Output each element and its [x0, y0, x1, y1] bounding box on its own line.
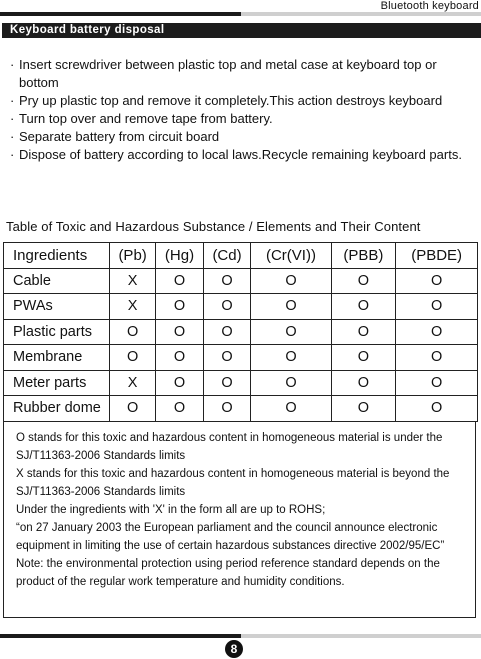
table-cell: O [331, 396, 396, 422]
bottom-rule [0, 634, 241, 638]
table-cell: O [396, 370, 478, 396]
step-item: · Separate battery from circuit board [6, 128, 478, 146]
note-paragraph: X stands for this toxic and hazardous content in homogeneous material is beyond the SJ/T11363-2006 Standards limits [16, 468, 450, 498]
table-cell: O [396, 268, 478, 294]
table-cell: O [110, 319, 156, 345]
table-cell: O [396, 396, 478, 422]
top-rule [0, 12, 241, 16]
step-item: · Pry up plastic top and remove it completely.This action destroys keyboard [6, 92, 478, 110]
table-cell: O [203, 268, 251, 294]
table-cell: PWAs [4, 294, 110, 320]
table-cell: O [110, 345, 156, 371]
section-title: Keyboard battery disposal [10, 24, 165, 36]
table-cell: O [156, 345, 204, 371]
table-cell: O [203, 319, 251, 345]
note-paragraph: Note: the environmental protection using period reference standard depends on the product of the regular work temperature and humidity conditions. [16, 558, 440, 588]
table-row [4, 370, 478, 396]
step-item: · Dispose of battery according to local laws.Recycle remaining keyboard parts. [6, 146, 478, 164]
table-cell: O [251, 268, 331, 294]
table-cell: O [331, 345, 396, 371]
table-cell: O [331, 294, 396, 320]
table-cell: O [331, 268, 396, 294]
table-cell: O [396, 345, 478, 371]
step-item: · Insert screwdriver between plastic top and metal case at keyboard top or bottom [6, 56, 478, 92]
table-header-row [4, 243, 478, 269]
header-cell: Ingredients [4, 243, 110, 269]
table-cell: X [110, 294, 156, 320]
table-cell: O [203, 396, 251, 422]
page-header-title: Bluetooth keyboard [380, 0, 479, 12]
header-cell: (Cr(VI)) [251, 243, 331, 269]
header-cell: (Cd) [203, 243, 251, 269]
note-paragraph: “on 27 January 2003 the European parliament and the council announce electronic equipment in limiting the use of certain hazardous substances directive 2002/95/EC” [16, 522, 445, 552]
note-paragraph: O stands for this toxic and hazardous content in homogeneous material is under the SJ/T11363-2006 Standards limits [16, 432, 443, 462]
substance-table [3, 242, 478, 422]
bottom-rule-light [241, 634, 481, 638]
disposal-steps [6, 56, 478, 164]
table-cell: O [251, 345, 331, 371]
table-cell: X [110, 268, 156, 294]
table-cell: O [156, 268, 204, 294]
table-cell: O [251, 294, 331, 320]
note-paragraph: Under the ingredients with 'X' in the form all are up to ROHS; [16, 504, 326, 516]
table-row [4, 319, 478, 345]
table-cell: O [251, 319, 331, 345]
table-cell: O [110, 396, 156, 422]
table-row [4, 345, 478, 371]
table-cell: Meter parts [4, 370, 110, 396]
notes-box [3, 421, 476, 618]
table-row [4, 396, 478, 422]
table-cell: O [396, 294, 478, 320]
table-cell: O [156, 370, 204, 396]
table-cell: O [203, 345, 251, 371]
top-rule-light [241, 12, 481, 16]
table-cell: O [203, 294, 251, 320]
table-row [4, 294, 478, 320]
table-cell: Cable [4, 268, 110, 294]
table-cell: O [251, 396, 331, 422]
header-cell: (PBDE) [396, 243, 478, 269]
table-cell: X [110, 370, 156, 396]
step-item: · Turn top over and remove tape from battery. [6, 110, 478, 128]
header-cell: (Hg) [156, 243, 204, 269]
table-cell: O [156, 319, 204, 345]
table-cell: Rubber dome [4, 396, 110, 422]
table-cell: O [331, 370, 396, 396]
table-caption: Table of Toxic and Hazardous Substance / Elements and Their Content [6, 219, 421, 234]
table-cell: Plastic parts [4, 319, 110, 345]
header-cell: (PBB) [331, 243, 396, 269]
header-cell: (Pb) [110, 243, 156, 269]
table-cell: O [203, 370, 251, 396]
table-cell: O [251, 370, 331, 396]
table-cell: O [156, 294, 204, 320]
table-cell: Membrane [4, 345, 110, 371]
table-cell: O [331, 319, 396, 345]
table-cell: O [396, 319, 478, 345]
page-number-badge: 8 [225, 640, 243, 658]
table-row [4, 268, 478, 294]
table-cell: O [156, 396, 204, 422]
